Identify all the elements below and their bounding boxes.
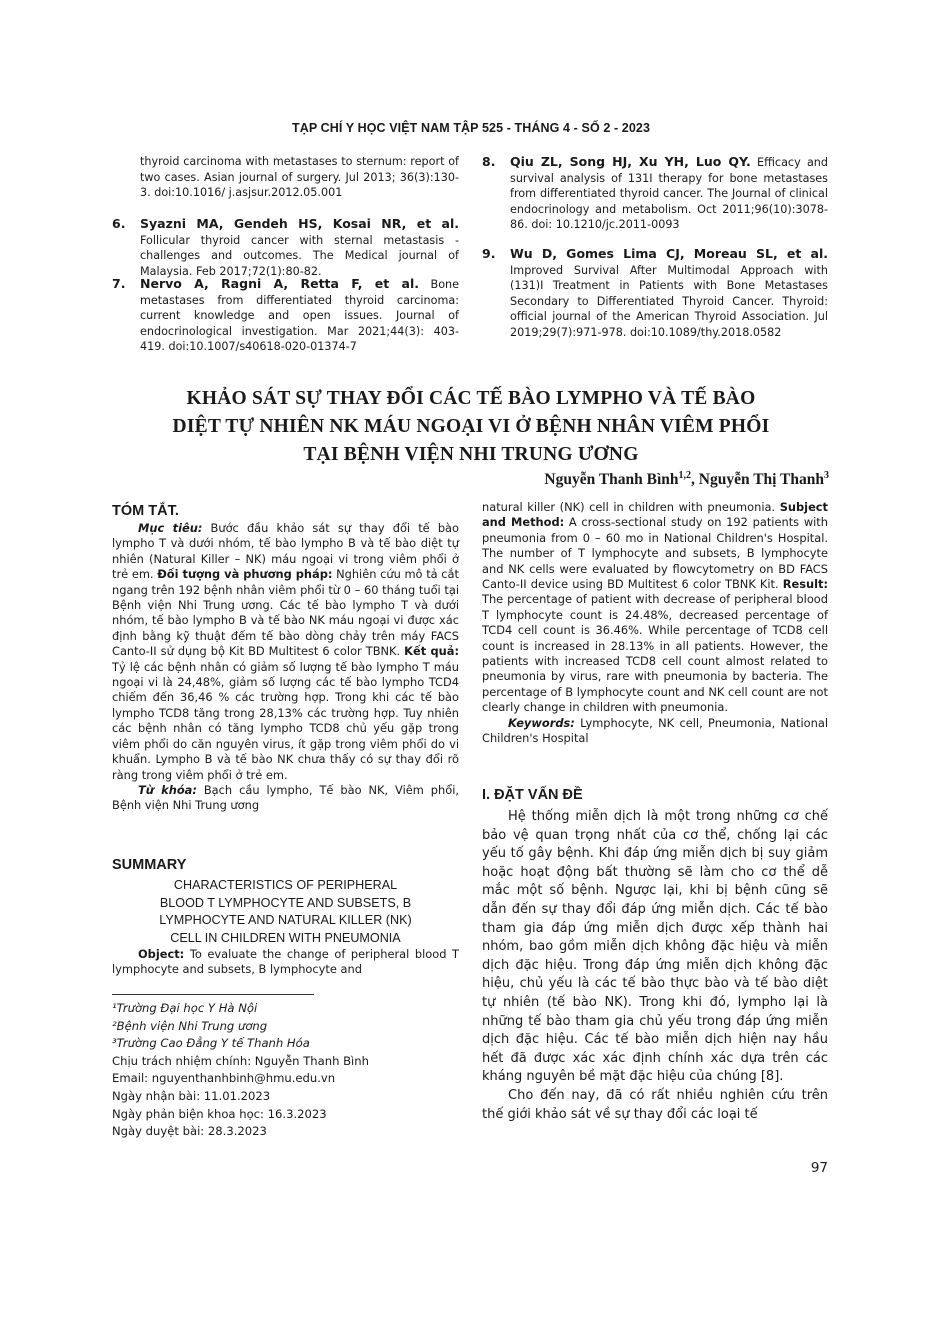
title-line: TẠI BỆNH VIỆN NHI TRUNG ƯƠNG xyxy=(303,444,639,465)
date-accepted: Ngày duyệt bài: 28.3.2023 xyxy=(112,1124,267,1139)
email: Email: nguyenthanhbinh@hmu.edu.vn xyxy=(112,1071,336,1086)
method-text: Nghiên cứu mô tả cắt ngang trên 192 bệnh nhân viêm phổi từ 0 – 60 tháng tuổi tại Bệnh viện Nhi Trung ương. Các tế bào lympho T và dưới nhóm, tế bào lympho B và tế bào NK máu ngoại vi được xác định bằng kỹ thuật đếm tế bào dòng chảy trên máy FACS Canto-II sử dụng bộ Kit BD Multitest 6 color TBNK. xyxy=(112,567,460,659)
objective-text: Bước đầu khảo sát sự thay đổi tế bào lympho T và dưới nhóm, tế bào lympho B và tế bào diệt tự nhiên (Natural Killer – NK) máu ngoại vi trong viêm phổi ở trẻ em. xyxy=(112,521,459,582)
references-right xyxy=(482,154,828,354)
reference-text: thyroid carcinoma with metastases to sternum: report of two cases. Asian journal of surgery. Jul 2013; 36(3):130-3. doi:10.1016/ j.asjsur.2012.05.001 xyxy=(140,155,459,199)
summary-object-start xyxy=(112,947,459,978)
result-label: Kết quả: xyxy=(404,644,460,659)
reference-8 xyxy=(482,154,828,233)
title-line: KHẢO SÁT SỰ THAY ĐỔI CÁC TẾ BÀO LYMPHO VÀ TẾ BÀO xyxy=(186,388,756,409)
summary-title-line: BLOOD T LYMPHOCYTE AND SUBSETS, B xyxy=(159,895,412,910)
references-left xyxy=(112,154,459,354)
reference-number: 6. xyxy=(112,216,126,231)
reference-text: Efficacy and survival analysis of 131I therapy for bone metastases from differentiated thyroid cancer. The Journal of clinical endocrinology and metabolism. Oct 2011;96(10):3078-86. doi: 10.1210/jc.2011-0093 xyxy=(510,156,828,231)
author-affiliation-marker: 1,2 xyxy=(678,470,692,481)
authors xyxy=(544,470,829,489)
intro-paragraph-1: Hệ thống miễn dịch là một trong những cơ chế bảo vệ quan trọng nhất của cơ thể, chống lại các yếu tố gây bệnh. Khi đáp ứng miễn dịch bị suy giảm hoặc hoạt động bất thường sẽ làm cho cơ thể dễ mắc một số bệnh. Ngược lại, khi bị bệnh cũng sẽ dẫn đến sự thay đổi đáp ứng miễn dịch. Các tế bào tham gia đáp ứng miễn dịch được xếp thành hai nhóm, bao gồm miễn dịch không đặc hiệu và miễn dịch đặc hiệu. Trong đáp ứng miễn dịch không đặc hiệu, chủ yếu là các tế bào thực bào và tế bào diệt tự nhiên (tế bào NK). Trong khi đó, lympho lại là những tế bào tham gia chủ yếu trong đáp ứng miễn dịch đặc hiệu. Các tế bào miễn dịch hiện nay hầu hết đã được xác xác định chính xác dựa trên các kháng nguyên bề mặt đặc hiệu của chúng [8]. xyxy=(482,809,828,1085)
affiliation-3: ³Trường Cao Đẳng Y tế Thanh Hóa xyxy=(112,1036,310,1051)
summary-continued xyxy=(482,500,828,747)
summary-title-line: CELL IN CHILDREN WITH PNEUMONIA xyxy=(170,930,401,945)
reference-authors: Qiu ZL, Song HJ, Xu YH, Luo QY. xyxy=(510,154,751,169)
keywords-vi xyxy=(112,783,459,814)
introduction-body xyxy=(482,808,828,1124)
summary-title xyxy=(112,877,459,947)
reference-number: 8. xyxy=(482,154,496,169)
intro-paragraph-2: Cho đến nay, đã có rất nhiều nghiên cứu trên thế giới khảo sát về sự thay đổi các loại tế xyxy=(482,1087,828,1122)
affiliation-2: ²Bệnh viện Nhi Trung ương xyxy=(112,1018,268,1033)
summary-title-line: CHARACTERISTICS OF PERIPHERAL xyxy=(173,878,398,892)
object-label: Object: xyxy=(138,947,185,961)
reference-authors: Nervo A, Ragni A, Retta F, et al. xyxy=(140,276,420,291)
title-line: DIỆT TỰ NHIÊN NK MÁU NGOẠI VI Ở BỆNH NHÂN VIÊM PHỔI xyxy=(172,416,770,437)
reference-text: Follicular thyroid cancer with sternal metastasis - challenges and outcomes. The Medical journal of Malaysia. Feb 2017;72(1):80-82. xyxy=(140,233,459,278)
object-text-continued: natural killer (NK) cell in children with pneumonia. xyxy=(482,500,780,514)
reference-text: Improved Survival After Multimodal Approach with (131)I Treatment in Patients with Bone Metastases Secondary to Differentiated Thyroid Cancer. Thyroid: official journal of the American Thyroid Association. Jul 2019;29(7):971-978. doi:10.1089/thy.2018.0582 xyxy=(510,263,828,339)
author-affiliation-marker: 3 xyxy=(824,470,829,481)
journal-header: TẠP CHÍ Y HỌC VIỆT NAM TẬP 525 - THÁNG 4 - SỐ 2 - 2023 xyxy=(291,121,651,135)
footnotes xyxy=(112,1000,459,1141)
reference-number: 7. xyxy=(112,276,126,291)
abstract-heading: TÓM TẮT. xyxy=(112,503,179,519)
reference-authors: Syazni MA, Gendeh HS, Kosai NR, et al. xyxy=(140,216,459,231)
result-text-en: The percentage of patient with decrease of peripheral blood T lymphocyte count is 24.48%, decreased percentage of TCD4 cell count is 36.46%. While percentage of TCD8 cell count is increased in 28.13% in all patients. However, the patients with increased TCD8 cell count almost related to pneumonia by virus, rare with pneumonia by bacteria. The percentage of B lymphocyte count and NK cell count are not clearly change in children with pneumonia. xyxy=(482,592,828,715)
author-name: Nguyễn Thị Thanh xyxy=(698,471,824,489)
author-name: Nguyễn Thanh Bình xyxy=(544,471,679,489)
object-text: To evaluate the change of peripheral blood T lymphocyte and subsets, B lymphocyte and xyxy=(112,947,459,977)
objective-label: Mục tiêu: xyxy=(138,521,203,535)
keywords-text: Bạch cầu lympho, Tế bào NK, Viêm phổi, Bệnh viện Nhi Trung ương xyxy=(112,782,459,813)
section-heading-introduction: I. ĐẶT VẤN ĐỀ xyxy=(482,787,583,803)
reference-number: 9. xyxy=(482,246,496,261)
method-label: Đối tượng và phương pháp: xyxy=(157,567,333,582)
reference-text: Bone metastases from differentiated thyroid carcinoma: current knowledge and open issues. Journal of endocrinological investigation. Mar 2021;44(3): 403-419. doi:10.1007/s40618-020-01374-7 xyxy=(140,278,460,353)
subject-method-text: A cross-sectional study on 192 patients with pneumonia from 0 – 60 mo in National Children's Hospital. The number of T lymphocyte and subsets, B lymphocyte and NK cells were evaluated by flowcytometry on BD FACS Canto-II device using BD Multitest 6 color TBNK Kit. xyxy=(482,515,828,592)
keywords-text-en: Lymphocyte, NK cell, Pneumonia, National Children's Hospital xyxy=(482,715,828,746)
subject-method-label: Subject and Method: xyxy=(482,500,828,530)
author-separator: , xyxy=(691,471,699,489)
date-reviewed: Ngày phản biện khoa học: 16.3.2023 xyxy=(112,1106,327,1121)
keywords-label: Từ khóa: xyxy=(138,782,197,797)
page-number: 97 xyxy=(810,1160,828,1176)
result-label-en: Result: xyxy=(782,577,828,592)
reference-7 xyxy=(112,276,460,355)
reference-authors: Wu D, Gomes Lima CJ, Moreau SL, et al. xyxy=(510,246,828,261)
corresponding-author: Chịu trách nhiệm chính: Nguyễn Thanh Bình xyxy=(112,1053,369,1068)
abstract-vietnamese xyxy=(112,521,459,814)
keywords-en xyxy=(482,716,828,747)
summary-title-line: LYMPHOCYTE AND NATURAL KILLER (NK) xyxy=(159,913,412,927)
reference-6 xyxy=(112,216,459,279)
abstract-heading-text: TÓM TẮT xyxy=(112,503,175,519)
article-title xyxy=(0,385,942,469)
reference-5-continued xyxy=(140,154,459,201)
footnote-rule xyxy=(112,994,314,995)
result-text: Tỷ lệ các bệnh nhân có giảm số lượng tế bào lympho T máu ngoại vi là 24,48%, giảm số lượng các tế bào lympho TCD4 chiếm đến 36,46 % các trường hợp. Trong khi các tế bào lympho TCD8 tăng trong 28,13% các trường hợp. Tuy nhiên các bệnh nhân có tăng lympho TCD8 chủ yếu gặp trong viêm phổi do căn nguyên virus, ít gặp trong viêm phổi do vi khuẩn. Lympho B và tế bào NK chưa thấy có sự thay đổi rõ ràng trong viêm phổi ở trẻ em. xyxy=(112,659,459,782)
reference-9 xyxy=(482,246,828,340)
affiliation-1: ¹Trường Đại học Y Hà Nội xyxy=(112,1001,258,1015)
date-received: Ngày nhận bài: 11.01.2023 xyxy=(112,1088,271,1103)
summary-heading: SUMMARY xyxy=(112,857,187,873)
keywords-label-en: Keywords: xyxy=(508,715,575,730)
